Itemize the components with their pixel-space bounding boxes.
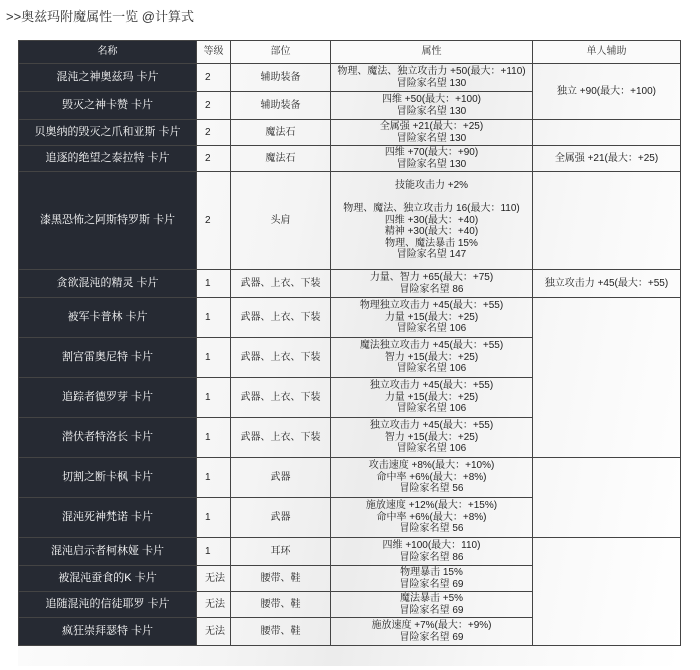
- single-assist: 全属强 +21(最大：+25): [533, 146, 681, 172]
- table-row: [19, 298, 681, 338]
- attribute-line: 冒险家名望 130: [396, 158, 467, 170]
- header-single: 单人辅助: [533, 41, 681, 64]
- card-level: 无法: [197, 592, 231, 618]
- card-name: 疯狂崇拜瑟特 卡片: [19, 618, 197, 646]
- card-part: 武器、上衣、下装: [231, 298, 331, 338]
- attribute-line: 力量 +15(最大：+25): [384, 391, 479, 403]
- card-attributes: [331, 298, 533, 338]
- card-attributes: [331, 146, 533, 172]
- card-attributes: [331, 270, 533, 298]
- attribute-line: 冒险家名望 130: [396, 132, 467, 144]
- card-level: 2: [197, 120, 231, 146]
- attribute-line: 物理独立攻击力 +45(最大：+55): [359, 300, 504, 312]
- attribute-line: 冒险家名望 69: [399, 631, 464, 643]
- attribute-line: 冒险家名望 147: [396, 249, 467, 261]
- card-name: 混沌死神梵诺 卡片: [19, 498, 197, 538]
- card-level: 1: [197, 538, 231, 566]
- card-attributes: [331, 120, 533, 146]
- attribute-line: 独立攻击力 +45(最大：+55): [369, 420, 494, 432]
- card-attributes: [331, 378, 533, 418]
- single-assist: 独立 +90(最大：+100): [533, 64, 681, 120]
- card-attributes: [331, 338, 533, 378]
- card-name: 潜伏者特洛长 卡片: [19, 418, 197, 458]
- card-part: 辅助装备: [231, 64, 331, 92]
- card-attributes: [331, 592, 533, 618]
- card-attributes: [331, 418, 533, 458]
- card-name: 混沌启示者柯林娅 卡片: [19, 538, 197, 566]
- attribute-line: 物理、魔法、独立攻击力 +50(最大：+110): [337, 66, 526, 77]
- card-name: 贪欲混沌的精灵 卡片: [19, 270, 197, 298]
- card-level: 2: [197, 64, 231, 92]
- page-title: >>奥兹玛附魔属性一览 @计算式: [6, 9, 194, 24]
- attribute-line: 物理、魔法暴击 15%: [385, 237, 478, 249]
- card-part: 武器、上衣、下装: [231, 270, 331, 298]
- header-attr: 属性: [331, 41, 533, 64]
- table-header-row: [19, 41, 681, 64]
- card-attributes: [331, 538, 533, 566]
- card-name: 漆黑恐怖之阿斯特罗斯 卡片: [19, 172, 197, 270]
- attribute-line: 独立攻击力 +45(最大：+55): [369, 380, 494, 392]
- attribute-line: 冒险家名望 130: [396, 105, 467, 117]
- attribute-line: 智力 +15(最大：+25): [384, 351, 479, 363]
- attribute-line: 智力 +15(最大：+25): [384, 431, 479, 443]
- card-name: 贝奥纳的毁灭之爪和亚斯 卡片: [19, 120, 197, 146]
- attribute-line: 魔法独立攻击力 +45(最大：+55): [359, 340, 504, 352]
- table-row: [19, 172, 681, 270]
- card-attributes: [331, 172, 533, 270]
- attribute-line: 力量 +15(最大：+25): [384, 311, 479, 323]
- single-assist: [533, 458, 681, 538]
- enchant-table-container: [18, 40, 680, 666]
- card-attributes: [331, 618, 533, 646]
- card-level: 2: [197, 92, 231, 120]
- attribute-line: 冒险家名望 106: [396, 363, 467, 375]
- attribute-line: 冒险家名望 86: [399, 551, 464, 563]
- attribute-line: 冒险家名望 130: [396, 77, 467, 89]
- attribute-line: 四维 +100(最大：110): [382, 540, 481, 551]
- card-level: 1: [197, 458, 231, 498]
- attribute-line: 四维 +50(最大：+100): [382, 94, 481, 105]
- card-attributes: [331, 498, 533, 538]
- card-part: 魔法石: [231, 146, 331, 172]
- attribute-line: 精神 +30(最大：+40): [384, 226, 479, 238]
- table-row: [19, 64, 681, 92]
- card-level: 1: [197, 298, 231, 338]
- card-part: 辅助装备: [231, 92, 331, 120]
- attribute-line: 冒险家名望 86: [399, 283, 464, 295]
- attribute-line: 冒险家名望 56: [399, 483, 464, 495]
- single-assist: [533, 298, 681, 458]
- card-level: 1: [197, 418, 231, 458]
- card-name: 混沌之神奥兹玛 卡片: [19, 64, 197, 92]
- attribute-line: 力量、智力 +65(最大：+75): [369, 272, 494, 283]
- table-body: [19, 64, 681, 646]
- table-row: [19, 270, 681, 298]
- card-part: 耳环: [231, 538, 331, 566]
- attribute-line: 施放速度 +12%(最大：+15%): [365, 500, 498, 512]
- card-part: 魔法石: [231, 120, 331, 146]
- attribute-line: 冒险家名望 106: [396, 443, 467, 455]
- single-assist: 独立攻击力 +45(最大：+55): [533, 270, 681, 298]
- header-part: 部位: [231, 41, 331, 64]
- single-assist: [533, 538, 681, 646]
- card-level: 1: [197, 378, 231, 418]
- attribute-line: 物理暴击 15%: [400, 567, 463, 578]
- attribute-line: 四维 +30(最大：+40): [384, 214, 479, 226]
- card-part: 腰带、鞋: [231, 566, 331, 592]
- attribute-line: 物理、魔法、独立攻击力 16(最大：110): [343, 203, 520, 215]
- card-level: 2: [197, 146, 231, 172]
- card-part: 武器: [231, 498, 331, 538]
- card-part: 腰带、鞋: [231, 592, 331, 618]
- card-part: 武器、上衣、下装: [231, 338, 331, 378]
- card-attributes: [331, 566, 533, 592]
- card-name: 被混沌蚕食的K 卡片: [19, 566, 197, 592]
- card-name: 追随混沌的信徒耶罗 卡片: [19, 592, 197, 618]
- card-name: 毁灭之神卡赞 卡片: [19, 92, 197, 120]
- card-attributes: [331, 458, 533, 498]
- single-assist: [533, 120, 681, 146]
- card-name: 追踪者德罗芽 卡片: [19, 378, 197, 418]
- attribute-line: 冒险家名望 106: [396, 323, 467, 335]
- card-part: 武器、上衣、下装: [231, 378, 331, 418]
- attribute-line: 四维 +70(最大：+90): [384, 147, 479, 158]
- attribute-line: 冒险家名望 69: [399, 578, 464, 590]
- card-level: 无法: [197, 566, 231, 592]
- attribute-line: 技能攻击力 +2%: [394, 180, 469, 192]
- card-name: 被军卡普林 卡片: [19, 298, 197, 338]
- card-name: 切割之断卡枫 卡片: [19, 458, 197, 498]
- attribute-line: 命中率 +6%(最大：+8%): [376, 511, 487, 523]
- card-part: 腰带、鞋: [231, 618, 331, 646]
- attribute-line: 魔法暴击 +5%: [399, 593, 464, 604]
- table-row: [19, 458, 681, 498]
- attribute-line: 施放速度 +7%(最大：+9%): [371, 620, 492, 631]
- card-level: 2: [197, 172, 231, 270]
- card-name: 追逐的绝望之泰拉特 卡片: [19, 146, 197, 172]
- attribute-line: 攻击速度 +8%(最大：+10%): [368, 460, 495, 472]
- attribute-line: 命中率 +6%(最大：+8%): [376, 471, 487, 483]
- card-level: 1: [197, 498, 231, 538]
- header-name: 名称: [19, 41, 197, 64]
- card-part: 头肩: [231, 172, 331, 270]
- card-attributes: [331, 64, 533, 92]
- single-assist: [533, 172, 681, 270]
- header-level: 等级: [197, 41, 231, 64]
- table-row: [19, 120, 681, 146]
- card-level: 无法: [197, 618, 231, 646]
- attribute-line: 冒险家名望 56: [399, 523, 464, 535]
- card-attributes: [331, 92, 533, 120]
- attribute-line: 冒险家名望 69: [399, 604, 464, 616]
- card-part: 武器、上衣、下装: [231, 418, 331, 458]
- enchant-table: [18, 40, 681, 646]
- attribute-line: 全属强 +21(最大：+25): [379, 121, 484, 132]
- card-name: 割宫雷奥尼特 卡片: [19, 338, 197, 378]
- table-row: [19, 146, 681, 172]
- table-row: [19, 538, 681, 566]
- card-level: 1: [197, 270, 231, 298]
- attribute-line: [333, 192, 530, 204]
- card-level: 1: [197, 338, 231, 378]
- attribute-line: 冒险家名望 106: [396, 403, 467, 415]
- card-part: 武器: [231, 458, 331, 498]
